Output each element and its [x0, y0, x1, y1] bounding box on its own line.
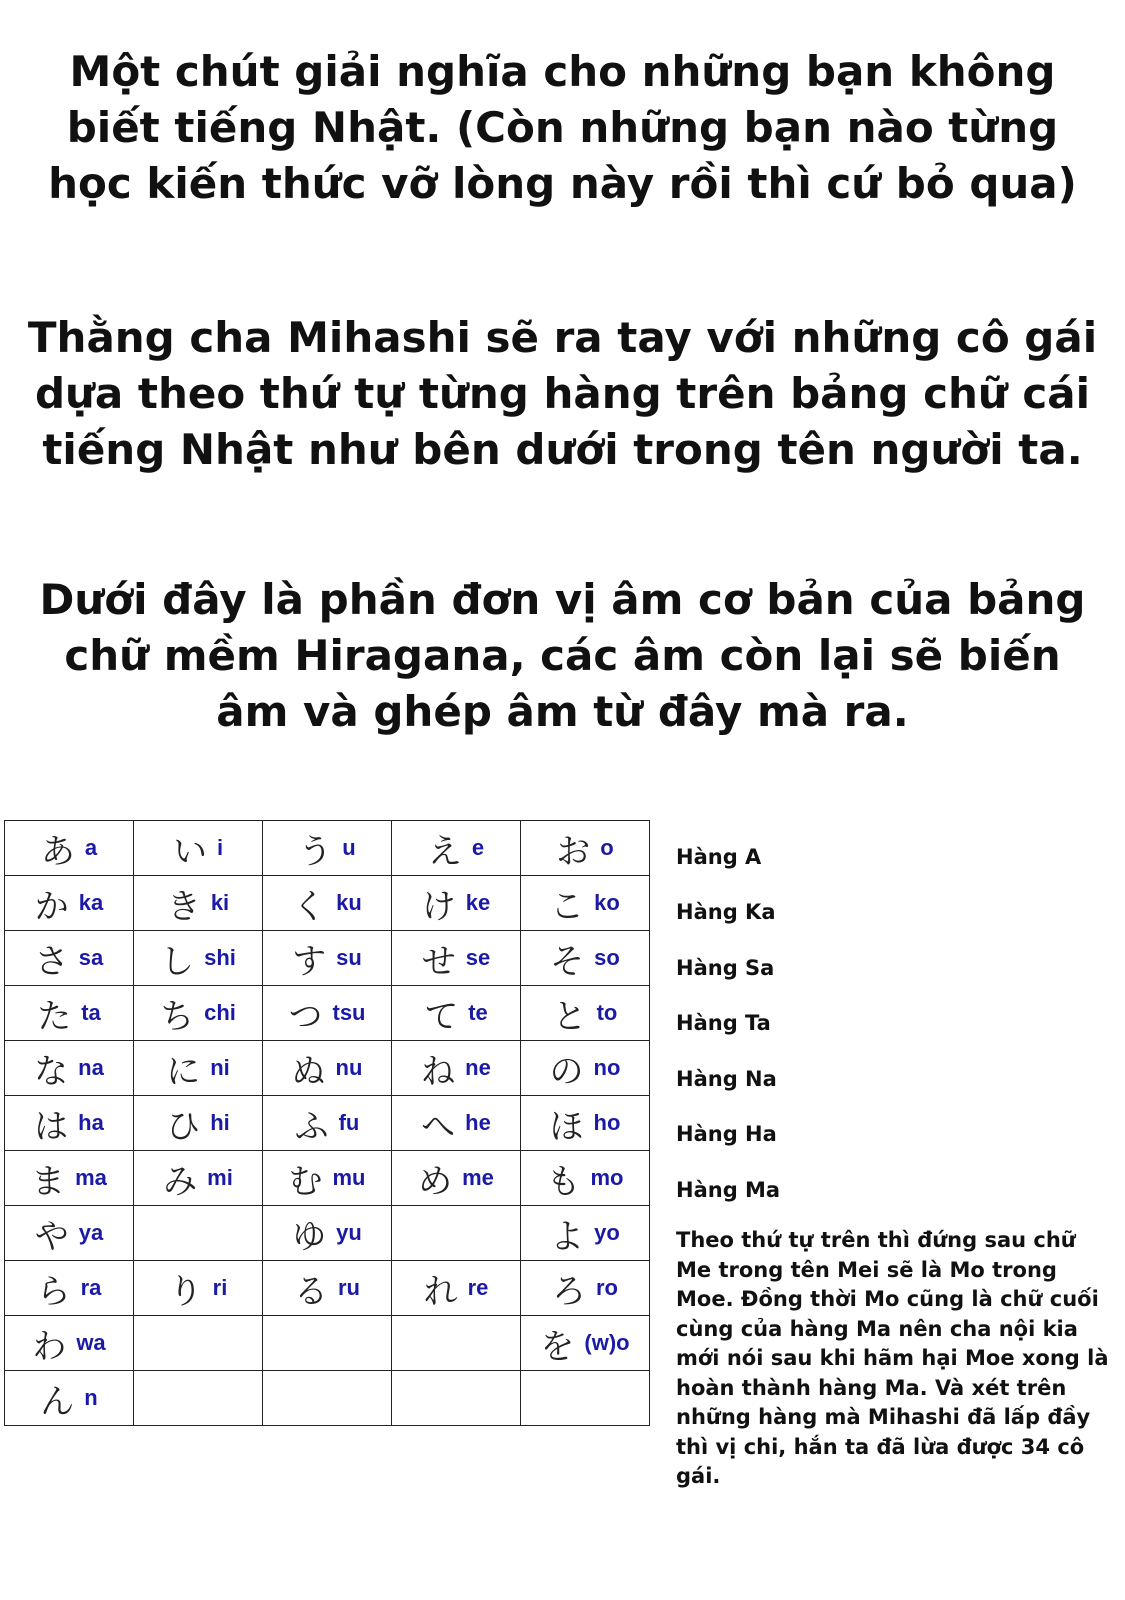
kana-char: え	[427, 831, 462, 872]
kana-cell	[392, 1261, 521, 1316]
romaji-label: ra	[80, 1275, 102, 1300]
kana-char: き	[166, 886, 201, 927]
kana-cell	[134, 1261, 263, 1316]
row-label: Hàng Ka	[676, 900, 776, 924]
kana-row	[5, 1316, 650, 1371]
kana-char: と	[552, 996, 587, 1037]
kana-char: せ	[421, 941, 456, 982]
kana-char: む	[288, 1161, 323, 1202]
row-label: Hàng Ha	[676, 1122, 777, 1146]
kana-cell	[5, 1261, 134, 1316]
romaji-label: he	[465, 1110, 491, 1135]
romaji-label: n	[84, 1385, 98, 1410]
romaji-label: te	[468, 1000, 488, 1025]
kana-char: か	[34, 886, 69, 927]
romaji-label: shi	[204, 945, 236, 970]
kana-char: ろ	[552, 1271, 586, 1312]
kana-row	[5, 1096, 650, 1151]
romaji-label: u	[342, 835, 356, 860]
kana-cell	[392, 1206, 521, 1261]
kana-char: ぬ	[291, 1051, 326, 1092]
kana-cell	[5, 1151, 134, 1206]
romaji-label: ne	[465, 1055, 491, 1080]
kana-cell	[392, 876, 521, 931]
kana-cell	[263, 1371, 392, 1426]
romaji-label: i	[216, 835, 224, 860]
kana-cell	[134, 1316, 263, 1371]
kana-char: ね	[421, 1051, 456, 1092]
kana-char: ゆ	[292, 1216, 327, 1257]
kana-char: は	[34, 1106, 69, 1147]
kana-cell	[521, 986, 650, 1041]
kana-row	[5, 931, 650, 986]
kana-cell	[521, 931, 650, 986]
kana-cell	[521, 1316, 650, 1371]
kana-cell	[5, 1316, 134, 1371]
kana-char: ち	[160, 996, 195, 1037]
romaji-label: ke	[465, 890, 491, 915]
row-label: Hàng Ta	[676, 1011, 771, 1035]
kana-cell	[521, 821, 650, 876]
kana-cell	[392, 1151, 521, 1206]
kana-char: る	[294, 1271, 328, 1312]
kana-cell	[263, 1151, 392, 1206]
kana-cell	[5, 986, 134, 1041]
kana-char: け	[421, 886, 456, 927]
romaji-label: se	[465, 945, 491, 970]
kana-row	[5, 1151, 650, 1206]
kana-cell	[134, 821, 263, 876]
romaji-label: sa	[78, 945, 104, 970]
romaji-label: ta	[81, 1000, 101, 1025]
kana-char: よ	[550, 1216, 585, 1257]
kana-cell	[392, 1371, 521, 1426]
kana-cell	[263, 931, 392, 986]
romaji-label: e	[471, 835, 485, 860]
explanation-note: Theo thứ tự trên thì đứng sau chữ Me trong tên Mei sẽ là Mo trong Moe. Đồng thời Mo cũng là chữ cuối cùng của hàng Ma nên cha nội kia mới nói sau khi hãm hại Moe xong là hoàn thành hàng Ma. Và xét trên những hàng mà Mihashi đã lấp đầy thì vị chi, hắn ta đã lừa được 34 cô gái.	[676, 1228, 1109, 1488]
kana-cell	[5, 821, 134, 876]
kana-char: め	[418, 1161, 453, 1202]
kana-cell	[263, 876, 392, 931]
kana-char: あ	[40, 831, 75, 872]
romaji-label: a	[84, 835, 98, 860]
kana-char: に	[166, 1051, 201, 1092]
row-label: Hàng Ma	[676, 1178, 781, 1202]
romaji-label: ru	[338, 1275, 360, 1300]
kana-row	[5, 1261, 650, 1316]
kana-cell	[134, 1151, 263, 1206]
kana-cell	[134, 1206, 263, 1261]
romaji-label: ka	[78, 890, 104, 915]
hiragana-table	[4, 820, 650, 1426]
kana-char: ひ	[166, 1106, 201, 1147]
kana-cell	[392, 821, 521, 876]
romaji-label: ya	[78, 1220, 104, 1245]
kana-row	[5, 821, 650, 876]
kana-char: た	[37, 996, 72, 1037]
kana-cell	[134, 986, 263, 1041]
kana-char: そ	[550, 941, 585, 982]
kana-char: も	[546, 1161, 581, 1202]
row-label: Hàng Sa	[676, 956, 775, 980]
romaji-label: o	[600, 835, 614, 860]
romaji-label: ha	[78, 1110, 104, 1135]
romaji-label: yu	[336, 1220, 362, 1245]
kana-char: う	[298, 831, 333, 872]
kana-char: れ	[423, 1271, 458, 1312]
kana-row	[5, 986, 650, 1041]
kana-char: ら	[36, 1271, 71, 1312]
kana-char: さ	[34, 941, 69, 982]
romaji-label: na	[78, 1055, 104, 1080]
romaji-label: ma	[75, 1165, 107, 1190]
kana-char: み	[163, 1161, 198, 1202]
hiragana-intro-paragraph: Dưới đây là phần đơn vị âm cơ bản của bảng chữ mềm Hiragana, các âm còn lại sẽ biến âm và ghép âm từ đây mà ra.	[39, 575, 1086, 736]
romaji-label: mu	[332, 1165, 366, 1190]
romaji-label: chi	[204, 1000, 236, 1025]
kana-cell	[134, 876, 263, 931]
romaji-label: ku	[336, 890, 362, 915]
romaji-label: me	[462, 1165, 494, 1190]
kana-char: を	[540, 1326, 575, 1367]
kana-cell	[392, 931, 521, 986]
romaji-label: so	[594, 945, 620, 970]
kana-cell	[5, 1206, 134, 1261]
kana-cell	[134, 1371, 263, 1426]
kana-char: や	[34, 1216, 69, 1257]
kana-cell	[392, 1096, 521, 1151]
row-label: Hàng Na	[676, 1067, 777, 1091]
kana-char: ま	[31, 1161, 66, 1202]
kana-row	[5, 876, 650, 931]
romaji-label: no	[593, 1055, 621, 1080]
kana-char: の	[549, 1051, 584, 1092]
kana-row	[5, 1371, 650, 1426]
kana-cell	[134, 1041, 263, 1096]
kana-cell	[521, 1041, 650, 1096]
intro-paragraph: Một chút giải nghĩa cho những bạn không biết tiếng Nhật. (Còn những bạn nào từng học kiến thức vỡ lòng này rồi thì cứ bỏ qua)	[48, 47, 1077, 208]
row-label: Hàng A	[676, 845, 762, 869]
kana-cell	[263, 1316, 392, 1371]
kana-cell	[521, 876, 650, 931]
kana-cell	[5, 931, 134, 986]
romaji-label: tsu	[332, 1000, 366, 1025]
romaji-label: re	[467, 1275, 489, 1300]
kana-char: く	[292, 886, 327, 927]
romaji-label: ni	[210, 1055, 230, 1080]
romaji-label: mi	[207, 1165, 233, 1190]
kana-row	[5, 1206, 650, 1261]
kana-char: ふ	[294, 1106, 329, 1147]
kana-row	[5, 1041, 650, 1096]
kana-cell	[5, 876, 134, 931]
romaji-label: ki	[210, 890, 230, 915]
kana-char: ほ	[549, 1106, 584, 1147]
kana-char: わ	[32, 1326, 67, 1367]
kana-cell	[5, 1041, 134, 1096]
kana-cell	[263, 1206, 392, 1261]
kana-cell	[5, 1371, 134, 1426]
romaji-label: wa	[76, 1330, 106, 1355]
kana-cell	[521, 1096, 650, 1151]
romaji-label: ho	[593, 1110, 621, 1135]
romaji-label: (w)o	[584, 1330, 630, 1355]
romaji-label: nu	[335, 1055, 363, 1080]
kana-cell	[521, 1151, 650, 1206]
romaji-label: ri	[212, 1275, 228, 1300]
romaji-label: hi	[210, 1110, 230, 1135]
romaji-label: yo	[594, 1220, 620, 1245]
kana-char: な	[34, 1051, 69, 1092]
kana-char: お	[556, 831, 591, 872]
kana-cell	[263, 1096, 392, 1151]
kana-char: し	[160, 941, 195, 982]
kana-cell	[134, 1096, 263, 1151]
kana-char: す	[292, 941, 327, 982]
kana-cell	[5, 1096, 134, 1151]
kana-char: つ	[288, 996, 323, 1037]
kana-cell	[392, 1041, 521, 1096]
kana-cell	[134, 931, 263, 986]
kana-char: て	[424, 996, 459, 1037]
kana-char: ん	[40, 1381, 75, 1422]
kana-cell	[392, 1316, 521, 1371]
romaji-label: fu	[338, 1110, 360, 1135]
kana-cell	[263, 821, 392, 876]
kana-cell	[521, 1371, 650, 1426]
kana-cell	[392, 986, 521, 1041]
kana-cell	[263, 1041, 392, 1096]
kana-char: へ	[421, 1106, 456, 1147]
kana-cell	[263, 986, 392, 1041]
kana-char: こ	[550, 886, 585, 927]
kana-char: り	[168, 1271, 203, 1312]
romaji-label: ro	[596, 1275, 618, 1300]
explanation-paragraph: Thằng cha Mihashi sẽ ra tay với những cô gái dựa theo thứ tự từng hàng trên bảng chữ cái tiếng Nhật như bên dưới trong tên người ta.	[27, 313, 1098, 474]
romaji-label: to	[596, 1000, 618, 1025]
kana-cell	[263, 1261, 392, 1316]
kana-cell	[521, 1261, 650, 1316]
romaji-label: ko	[594, 890, 620, 915]
romaji-label: su	[336, 945, 362, 970]
romaji-label: mo	[590, 1165, 624, 1190]
kana-char: い	[172, 831, 207, 872]
kana-cell	[521, 1206, 650, 1261]
